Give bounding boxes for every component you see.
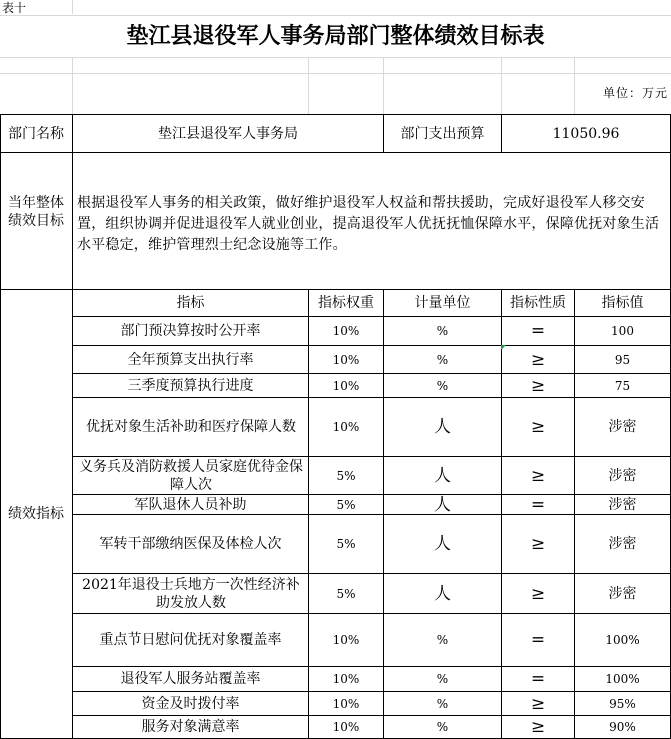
header-unit: 计量单位 [414, 295, 471, 311]
indicator-value: 95% [609, 696, 636, 711]
indicator-name: 三季度预算执行进度 [127, 377, 254, 394]
page-title: 垫江县退役军人事务局部门整体绩效目标表 [126, 23, 545, 49]
indicator-value: 涉密 [608, 419, 637, 435]
indicator-value: 100% [605, 633, 640, 647]
indicator-value: 90% [609, 720, 636, 734]
indicator-nature: ≥ [530, 465, 546, 486]
indicator-unit: 人 [434, 534, 451, 554]
indicator-weight: 5% [336, 586, 356, 601]
indicator-name: 部门预决算按时公开率 [120, 323, 261, 339]
indicators-label: 绩效指标 [8, 506, 64, 522]
indicator-value: 涉密 [608, 536, 637, 552]
indicator-value: 75 [614, 378, 631, 393]
indicator-name: 军队退休人员补助 [134, 496, 247, 513]
indicator-weight: 5% [336, 497, 356, 512]
indicator-name: 服务对象满意率 [141, 719, 240, 735]
unit-label: 单位：万元 [602, 86, 668, 100]
indicator-value: 涉密 [608, 496, 637, 513]
indicator-value: 100 [611, 324, 634, 338]
indicator-name: 重点节日慰问优抚对象覆盖率 [99, 632, 282, 648]
table-label: 表十 [2, 0, 27, 15]
indicator-unit: 人 [434, 494, 451, 515]
indicator-name: 义务兵及消防救援人员家庭优待金保障人次 [79, 458, 303, 493]
indicator-name: 2021年退役士兵地方一次性经济补助发放人数 [82, 576, 300, 611]
indicator-nature: ≥ [530, 717, 546, 737]
indicator-unit: 人 [434, 465, 451, 486]
indicator-nature: = [530, 321, 546, 341]
indicator-weight: 5% [336, 468, 356, 483]
header-value: 指标值 [601, 295, 644, 311]
indicator-weight: 10% [332, 633, 360, 647]
indicator-value: 100% [605, 672, 640, 686]
indicator-nature: ≥ [530, 534, 546, 554]
indicator-name: 军转干部缴纳医保及体检人次 [99, 536, 282, 552]
indicator-name: 优抚对象生活补助和医疗保障人数 [86, 419, 296, 435]
indicator-unit: % [436, 696, 449, 711]
indicator-unit: % [436, 672, 449, 686]
indicator-nature: ≥ [530, 349, 546, 370]
indicator-weight: 10% [332, 696, 360, 711]
gridline [0, 73, 671, 74]
indicator-value: 涉密 [608, 467, 637, 484]
indicator-weight: 10% [332, 378, 360, 393]
gridline [72, 0, 73, 14]
header-nature: 指标性质 [510, 295, 566, 311]
indicator-weight: 10% [332, 720, 360, 734]
goal-label: 当年整体绩效目标 [8, 195, 64, 229]
indicator-unit: % [436, 378, 449, 393]
indicator-unit: % [436, 720, 449, 734]
budget-label: 部门支出预算 [400, 125, 485, 142]
indicator-name: 退役军人服务站覆盖率 [120, 671, 261, 687]
indicator-unit: % [436, 324, 449, 338]
indicator-unit: % [436, 633, 449, 647]
dept-name-label: 部门名称 [8, 125, 64, 142]
goal-text: 根据退役军人事务的相关政策，做好维护退役军人权益和帮扶援助，完成好退役军人移交安置，组织协调并促进退役军人就业创业，提高退役军人优抚抚恤保障水平，保障优抚对象生活水平稳定，维护管理烈士纪念设施等工作。 [77, 195, 660, 253]
gridline [501, 57, 502, 114]
indicator-unit: 人 [434, 417, 451, 437]
indicator-nature: ≥ [530, 417, 546, 437]
indicator-value: 95 [614, 352, 631, 367]
cell-marker [501, 345, 506, 350]
gridline [308, 57, 309, 114]
indicator-nature: = [530, 669, 546, 689]
indicator-name: 全年预算支出执行率 [127, 351, 254, 368]
indicator-weight: 10% [332, 352, 360, 367]
header-indicator: 指标 [176, 295, 205, 311]
indicator-weight: 10% [332, 420, 360, 434]
indicator-nature: ≥ [530, 583, 546, 604]
table-border [0, 152, 671, 153]
indicator-value: 涉密 [608, 585, 637, 602]
header-weight: 指标权重 [318, 295, 374, 311]
indicator-weight: 10% [332, 324, 360, 338]
indicator-nature: = [530, 630, 546, 650]
gridline [72, 57, 73, 114]
indicator-unit: % [436, 352, 449, 367]
dept-name-value: 垫江县退役军人事务局 [158, 125, 298, 142]
indicator-unit: 人 [434, 583, 451, 604]
gridline [0, 57, 671, 58]
indicator-nature: ≥ [530, 375, 546, 396]
indicator-weight: 10% [332, 672, 360, 686]
gridline [383, 57, 384, 114]
indicator-weight: 5% [336, 537, 356, 551]
indicator-name: 资金及时拨付率 [141, 695, 240, 712]
indicator-nature: = [530, 494, 546, 515]
budget-value: 11050.96 [552, 125, 620, 142]
indicator-nature: ≥ [530, 693, 546, 714]
